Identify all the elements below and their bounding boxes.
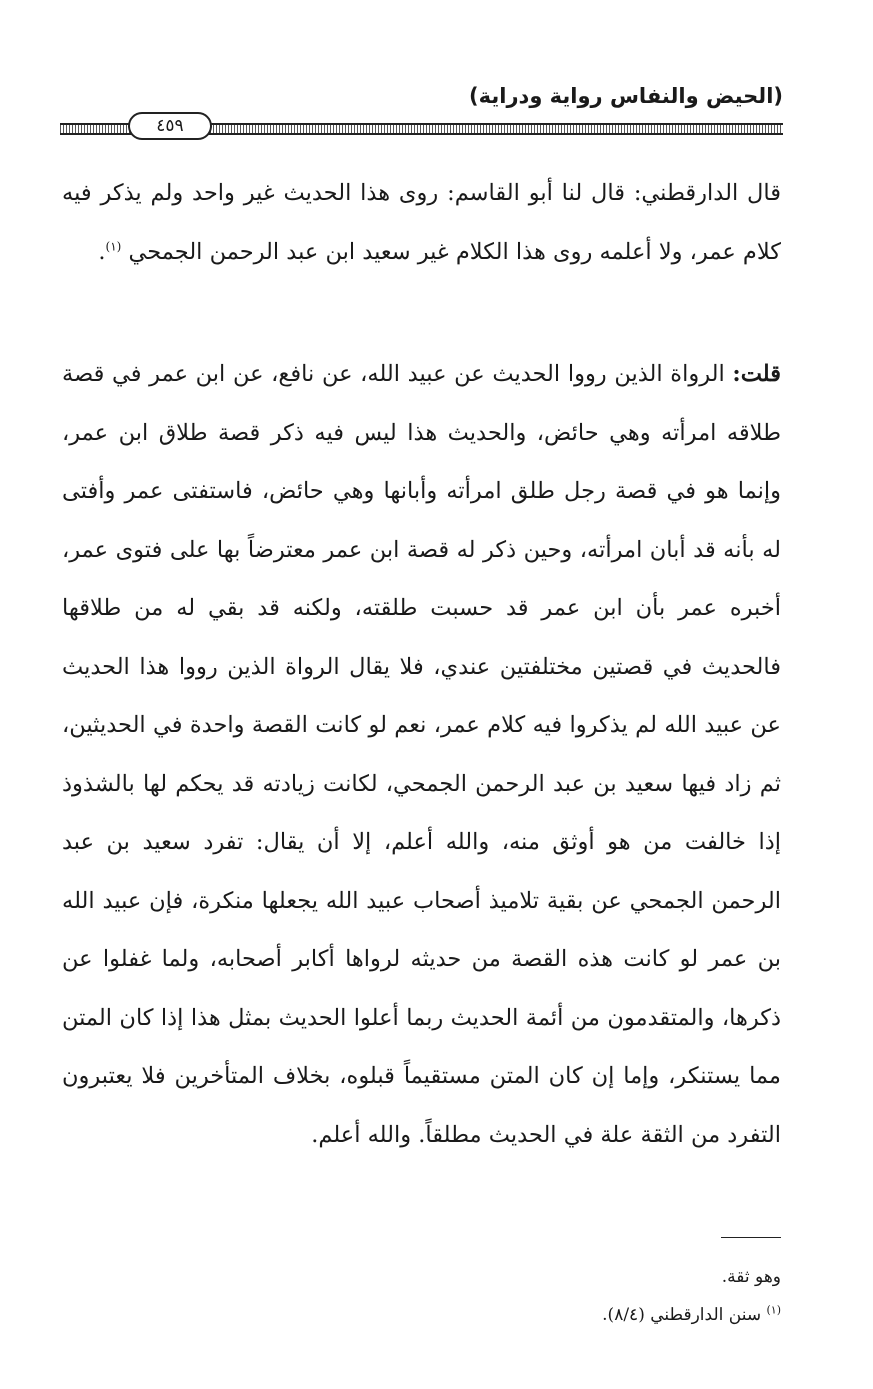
paragraph-1-end: . (98, 238, 106, 265)
paragraph-2 (62, 345, 781, 1164)
footnote-1-number: (١) (766, 1303, 781, 1317)
paragraph-1 (62, 164, 781, 281)
footnote-1-text: سنن الدارقطني (٨/٤). (602, 1305, 762, 1325)
paragraph-1-text: قال الدارقطني: قال لنا أبو القاسم: روى هذا الحديث غير واحد ولم يذكر فيه كلام عمر، ولا أعلمه روى هذا الكلام غير سعيد ابن عبد الرحمن الجمحي (62, 180, 781, 265)
footnotes (400, 1258, 781, 1334)
page-header (60, 80, 783, 140)
footnote-ref-1: (١) (105, 239, 122, 253)
paragraph-2-text: الرواة الذين رووا الحديث عن عبيد الله، عن نافع، عن ابن عمر في قصة طلاقه امرأته وهي حائض، والحديث هذا ليس فيه ذكر قصة طلاق ابن عمر، وإنما هو في قصة رجل طلق امرأته وأبانها وهي حائض، فاستفتى عمر وأفتى له بأنه قد أبان امرأته، وحين ذكر له قصة ابن عمر معترضاً بها على فتوى عمر، أخبره عمر بأن ابن عمر قد حسبت طلقته، ولكنه قد بقي له من طلاقها فالحديث في قصتين مختلفتين عندي، فلا يقال الرواة الذين رووا هذا الحديث عن عبيد الله لم يذكروا فيه كلام عمر، نعم لو كانت القصة واحدة في الحديثين، ثم زاد فيها سعيد بن عبد الرحمن الجمحي، لكانت زيادته قد يحكم لها بالشذوذ إذا خالفت من هو أوثق منه، والله أعلم، إلا أن يقال: تفرد سعيد بن عبد الرحمن الجمحي عن بقية تلاميذ أصحاب عبيد الله يجعلها منكرة، فإن عبيد الله بن عمر لو كانت هذه القصة من حديثه لرواها أكابر أصحابه، ولما غفلوا عن ذكرها، والمتقدمون من أئمة الحديث ربما أعلوا الحديث بمثل هذا إذا كان المتن مما يستنكر، وإما إن كان المتن مستقيماً قبلوه، بخلاف المتأخرين فلا يعتبرون التفرد من الثقة علة في الحديث مطلقاً. والله أعلم. (62, 361, 781, 1148)
paragraph-2-lead: قلت: (732, 361, 782, 387)
running-title: (الحيض والنفاس رواية ودراية) (469, 84, 783, 108)
page-number: ٤٥٩ (128, 112, 212, 140)
footnote-continued: وهو ثقة. (721, 1267, 781, 1287)
footnote-1 (400, 1296, 781, 1334)
footnote-rule (721, 1237, 781, 1238)
